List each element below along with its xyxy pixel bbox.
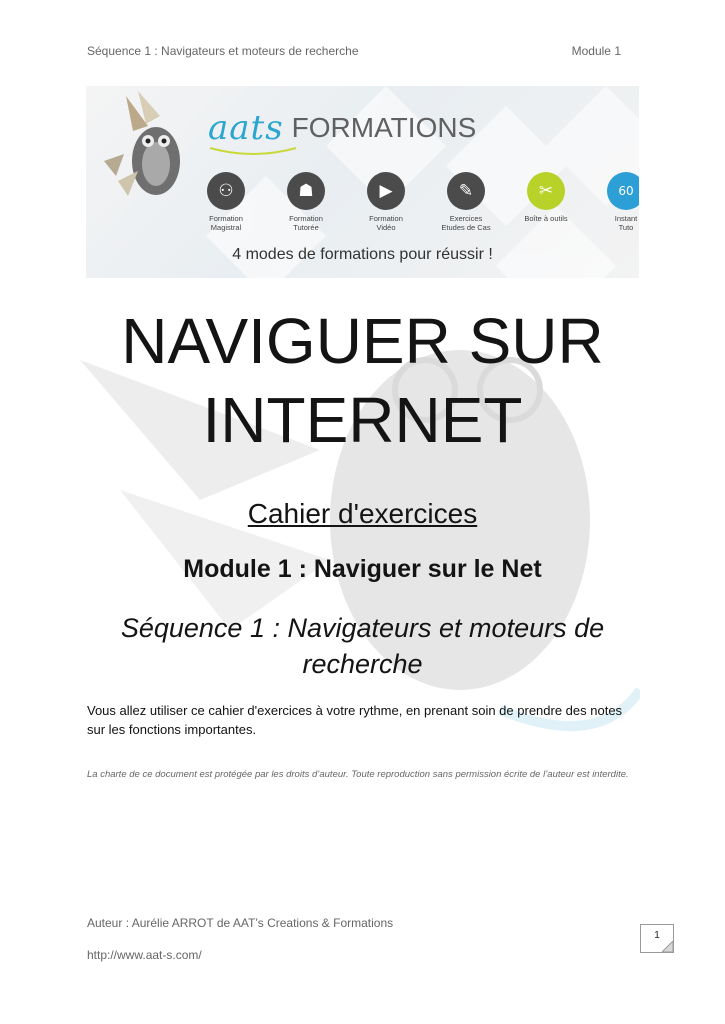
sequence-line: Séquence 1 : Navigateurs et moteurs de	[120, 613, 605, 643]
mode-label: Tuto	[618, 223, 634, 232]
brand-word: FORMATIONS	[291, 112, 477, 143]
mode-label: Magistral	[210, 223, 242, 232]
mode-exercices-etudes-de-cas	[426, 172, 506, 232]
formation-tutoree-icon: ☗	[287, 172, 325, 210]
running-header-title: Séquence 1 : Navigateurs et moteurs de recherche	[87, 44, 359, 58]
owl-with-books-icon	[98, 86, 198, 216]
page-curl-icon	[662, 941, 674, 953]
brand-logo-text: aats	[208, 108, 284, 148]
banner-tagline: 4 modes de formations pour réussir !	[232, 246, 493, 263]
exercices-etudes-de-cas-icon: ✎	[447, 172, 485, 210]
aats-formations-logo	[208, 108, 476, 148]
mode-label: Formation	[209, 214, 243, 223]
title-line: INTERNET	[202, 384, 523, 456]
running-header-module: Module 1	[571, 44, 621, 58]
mode-formation-video	[346, 172, 426, 232]
page-number: 1	[640, 924, 674, 953]
document-title	[0, 302, 725, 460]
sequence-heading	[0, 610, 725, 682]
copyright-notice: La charte de ce document est protégée par les droits d’auteur. Toute reproduction sans permission écrite de l’auteur est interdite.	[87, 769, 629, 780]
mode-label: Exercices	[449, 214, 483, 223]
mode-label: Vidéo	[376, 223, 396, 232]
sequence-line: recherche	[302, 649, 423, 679]
brand-swoosh	[208, 144, 298, 158]
mode-label: Boîte à outils	[524, 214, 568, 223]
mode-label: Formation	[289, 214, 323, 223]
instant-tuto-icon: 60	[607, 172, 639, 210]
intro-paragraph: Vous allez utiliser ce cahier d'exercices à votre rythme, en prenant soin de prendre des notes sur les fonctions importantes.	[87, 703, 623, 737]
footer-url: http://www.aat-s.com/	[87, 948, 202, 962]
title-line: NAVIGUER SUR	[121, 305, 604, 377]
boite-a-outils-icon: ✂	[527, 172, 565, 210]
formation-magistral-icon: ⚇	[207, 172, 245, 210]
mode-label: Formation	[369, 214, 403, 223]
mode-formation-magistral	[186, 172, 266, 232]
module-heading: Module 1 : Naviguer sur le Net	[183, 555, 542, 583]
formation-video-icon: ▶	[367, 172, 405, 210]
mode-label: Etudes de Cas	[441, 223, 491, 232]
mode-formation-tutoree	[266, 172, 346, 232]
mode-label: Instant	[614, 214, 638, 223]
mode-instant-tuto	[586, 172, 639, 232]
mode-boite-a-outils	[506, 172, 586, 232]
formation-modes	[186, 172, 639, 232]
document-subtitle: Cahier d'exercices	[247, 498, 478, 529]
aats-banner	[86, 86, 639, 278]
footer-author: Auteur : Aurélie ARROT de AAT’s Creations & Formations	[87, 916, 394, 930]
mode-label: Tutorée	[293, 223, 319, 232]
